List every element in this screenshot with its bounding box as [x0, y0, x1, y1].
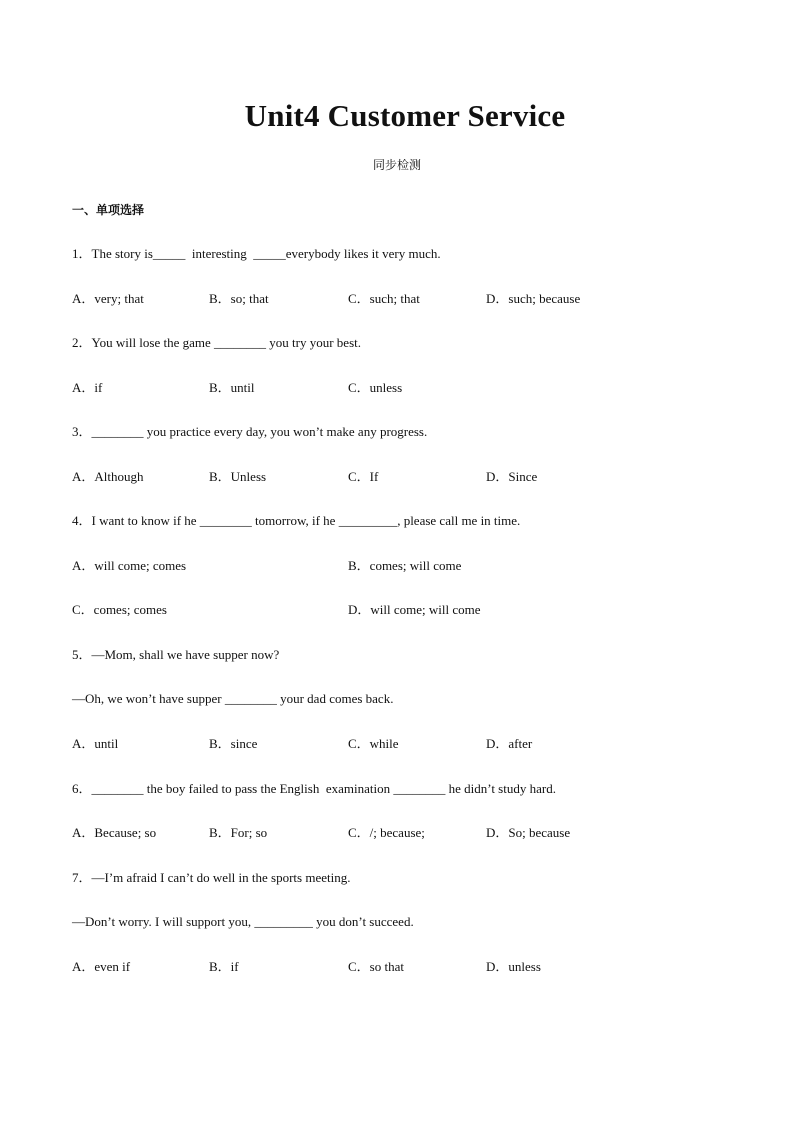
question-3-option-c: C．If	[348, 469, 379, 484]
question-7-stem-line-2: —Don’t worry. I will support you, _________ you don’t succeed.	[72, 914, 414, 929]
question-2-option-a: A．if	[72, 380, 103, 395]
question-4-option-a: A．will come; comes	[72, 558, 187, 573]
question-6-stem: 6．________ the boy failed to pass the English examination ________ he didn’t study hard.	[72, 781, 556, 796]
question-1-option-b: B．so; that	[209, 291, 269, 306]
section-heading: 一、单项选择	[72, 203, 145, 217]
question-1-option-d: D．such; because	[486, 291, 581, 306]
question-6-option-b: B．For; so	[209, 825, 268, 840]
question-3-option-a: A．Although	[72, 469, 144, 484]
question-2-option-b: B．until	[209, 380, 255, 395]
question-6-option-a: A．Because; so	[72, 825, 157, 840]
question-1-stem: 1．The story is_____ interesting _____everybody likes it very much.	[72, 246, 441, 261]
question-4-option-d: D．will come; will come	[348, 602, 481, 617]
document-subtitle: 同步检测	[372, 158, 421, 172]
question-5-option-a: A．until	[72, 736, 119, 751]
question-7-option-c: C．so that	[348, 959, 404, 974]
question-1-option-a: A．very; that	[72, 291, 144, 306]
question-7-option-d: D．unless	[486, 959, 541, 974]
question-3-option-b: B．Unless	[209, 469, 267, 484]
question-4-stem: 4．I want to know if he ________ tomorrow, if he _________, please call me in time.	[72, 513, 521, 528]
question-5-stem: 5．—Mom, shall we have supper now?	[72, 647, 280, 662]
question-2-option-c: C．unless	[348, 380, 403, 395]
question-3-option-d: D．Since	[486, 469, 538, 484]
question-5-option-c: C．while	[348, 736, 399, 751]
question-5-option-b: B．since	[209, 736, 258, 751]
question-6-option-c: C．/; because;	[348, 825, 425, 840]
question-3-stem: 3．________ you practice every day, you won’t make any progress.	[72, 424, 428, 439]
question-4-option-b: B．comes; will come	[348, 558, 462, 573]
question-5-stem-line-2: —Oh, we won’t have supper ________ your dad comes back.	[72, 691, 394, 706]
question-2-stem: 2．You will lose the game ________ you try your best.	[72, 335, 361, 350]
question-7-stem: 7．—I’m afraid I can’t do well in the sports meeting.	[72, 870, 351, 885]
document-title: Unit4 Customer Service	[244, 98, 566, 133]
question-7-option-a: A．even if	[72, 959, 131, 974]
question-1-option-c: C．such; that	[348, 291, 420, 306]
question-5-option-d: D．after	[486, 736, 533, 751]
question-6-option-d: D．So; because	[486, 825, 571, 840]
question-7-option-b: B．if	[209, 959, 239, 974]
question-4-option-c: C．comes; comes	[72, 602, 167, 617]
